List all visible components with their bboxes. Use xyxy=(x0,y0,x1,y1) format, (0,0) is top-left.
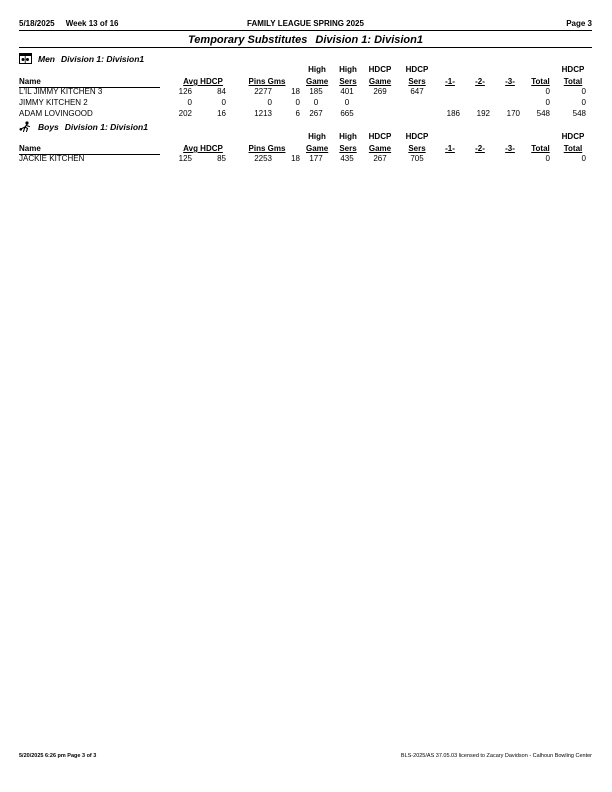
men-bowling-icon xyxy=(19,53,32,64)
col-hdcp-sers-top: HDCP xyxy=(405,65,429,74)
row-hdcp: 84 xyxy=(217,87,226,96)
col-high-game: Game xyxy=(306,77,329,86)
row-game-2: 192 xyxy=(476,109,490,118)
col-hdcp-total: Total xyxy=(563,144,583,153)
col-hdcp-game-top: HDCP xyxy=(368,132,392,141)
report-date: 5/18/2025 xyxy=(19,19,55,28)
col-game-2: -2- xyxy=(475,77,485,86)
col-high-sers-top: High xyxy=(339,65,357,74)
section-division: Division 1: Division1 xyxy=(61,54,145,64)
row-avg: 126 xyxy=(178,87,192,96)
row-gms: 6 xyxy=(295,109,300,118)
row-hdcp-total: 548 xyxy=(572,109,586,118)
title-rule xyxy=(19,47,592,48)
col-name: Name xyxy=(19,77,41,86)
col-high-game-top: High xyxy=(308,65,326,74)
col-game-1: -1- xyxy=(445,77,455,86)
col-hdcp-game-top: HDCP xyxy=(368,65,392,74)
boys-bowler-icon xyxy=(19,121,32,132)
col-hdcp-sers-top: HDCP xyxy=(405,132,429,141)
page-number: Page 3 xyxy=(566,19,592,28)
section-header-men xyxy=(19,53,144,64)
row-game-1: 186 xyxy=(446,109,460,118)
col-total: Total xyxy=(531,77,550,86)
row-hdcp-total: 0 xyxy=(581,154,586,163)
row-total: 0 xyxy=(545,98,550,107)
col-hdcp-total-top: HDCP xyxy=(561,132,585,141)
row-high-sers: 665 xyxy=(340,109,354,118)
row-hdcp: 0 xyxy=(221,98,226,107)
row-hdcp-sers: 705 xyxy=(410,154,424,163)
row-high-sers: 435 xyxy=(340,154,354,163)
row-game-3: 170 xyxy=(506,109,520,118)
row-hdcp-total: 0 xyxy=(581,87,586,96)
report-title-division: Division 1: Division1 xyxy=(315,34,423,46)
row-gms: 0 xyxy=(295,98,300,107)
col-total: Total xyxy=(531,144,550,153)
col-hdcp-game: Game xyxy=(368,144,392,153)
col-hdcp-total-top: HDCP xyxy=(561,65,585,74)
row-avg: 0 xyxy=(187,98,192,107)
header-rule xyxy=(19,30,592,31)
col-high-sers-top: High xyxy=(339,132,357,141)
footer-left: 5/20/2025 6:26 pm Page 3 of 3 xyxy=(19,753,97,759)
report-title xyxy=(19,34,592,46)
row-high-game: 185 xyxy=(309,87,323,96)
section-category: Boys xyxy=(38,122,59,132)
col-game-3: -3- xyxy=(505,144,515,153)
row-high-sers: 0 xyxy=(344,98,350,107)
week-label: Week 13 of 16 xyxy=(65,19,119,28)
col-hdcp-game: Game xyxy=(368,77,392,86)
row-avg: 125 xyxy=(178,154,192,163)
col-game-2: -2- xyxy=(475,144,485,153)
row-hdcp: 85 xyxy=(217,154,226,163)
section-division: Division 1: Division1 xyxy=(64,122,148,132)
row-total: 548 xyxy=(536,109,550,118)
row-hdcp: 16 xyxy=(217,109,226,118)
col-name: Name xyxy=(19,144,41,153)
col-high-game-top: High xyxy=(308,132,326,141)
col-high-sers: Sers xyxy=(339,144,357,153)
row-high-game: 177 xyxy=(309,154,323,163)
row-name: ADAM LOVINGOOD xyxy=(19,109,93,118)
row-gms: 18 xyxy=(291,87,300,96)
row-gms: 18 xyxy=(291,154,300,163)
row-total: 0 xyxy=(545,154,550,163)
row-high-game: 0 xyxy=(313,98,319,107)
row-name: JIMMY KITCHEN 2 xyxy=(19,98,88,107)
col-pins-gms: Pins Gms xyxy=(248,144,286,153)
report-title-main: Temporary Substitutes xyxy=(188,34,308,46)
row-high-sers: 401 xyxy=(340,87,354,96)
league-name: FAMILY LEAGUE SPRING 2025 xyxy=(247,19,364,28)
row-total: 0 xyxy=(545,87,550,96)
col-game-1: -1- xyxy=(445,144,455,153)
row-avg: 202 xyxy=(178,109,192,118)
row-name: JACKIE KITCHEN xyxy=(19,154,85,163)
col-high-sers: Sers xyxy=(339,77,357,86)
row-hdcp-game: 267 xyxy=(373,154,387,163)
row-pins: 1213 xyxy=(254,109,272,118)
page-header xyxy=(19,19,592,30)
col-avg-hdcp: Avg HDCP xyxy=(183,144,223,153)
section-category: Men xyxy=(38,54,55,64)
col-hdcp-sers: Sers xyxy=(408,77,426,86)
col-hdcp-total: Total xyxy=(563,77,583,86)
row-hdcp-sers: 647 xyxy=(410,87,424,96)
row-hdcp-total: 0 xyxy=(581,98,586,107)
row-pins: 2253 xyxy=(254,154,272,163)
col-hdcp-sers: Sers xyxy=(408,144,426,153)
col-game-3: -3- xyxy=(505,77,515,86)
footer-right: BLS-2025/AS 37.05.03 licensed to Zacary Davidson - Calhoun Bowling Center xyxy=(400,753,592,759)
section-header-boys xyxy=(19,121,148,132)
col-avg-hdcp: Avg HDCP xyxy=(183,77,223,86)
row-high-game: 267 xyxy=(309,109,323,118)
row-name: L'IL JIMMY KITCHEN 3 xyxy=(19,87,103,96)
row-hdcp-game: 269 xyxy=(373,87,387,96)
row-pins: 2277 xyxy=(254,87,272,96)
row-pins: 0 xyxy=(267,98,272,107)
col-high-game: Game xyxy=(306,144,329,153)
col-pins-gms: Pins Gms xyxy=(248,77,286,86)
